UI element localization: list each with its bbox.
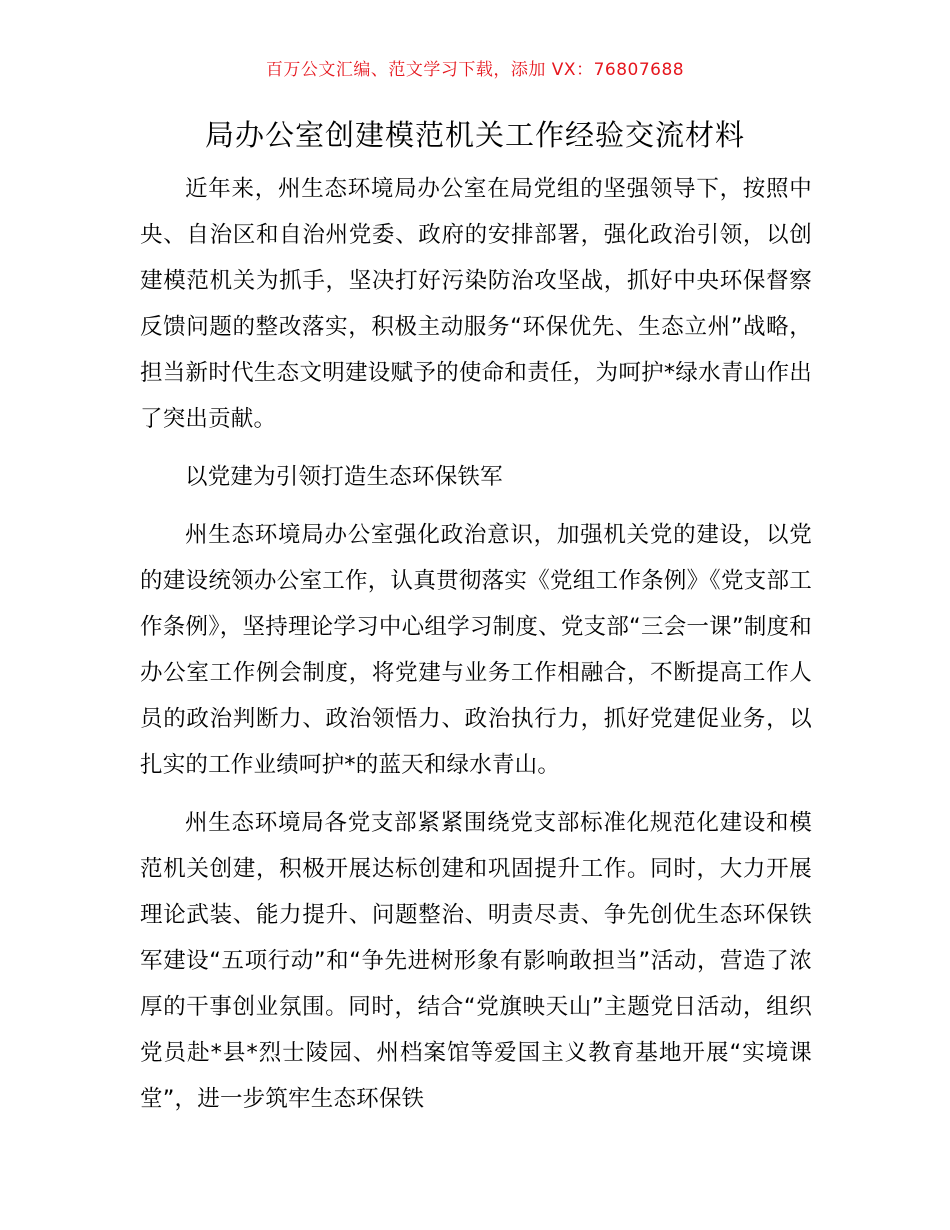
header-banner: 百万公文汇编、范文学习下载，添加 VX：76807688 [265, 60, 685, 80]
paragraph-intro: 近年来，州生态环境局办公室在局党组的坚强领导下，按照中央、自治区和自治州党委、政府的安排部署，强化政治引领，以创建模范机关为抓手，坚决打好污染防治攻坚战，抓好中央环保督察反馈问题的整改落实，积极主动服务“环保优先、生态立州”战略，担当新时代生态文明建设赋予的使命和责任，为呵护*绿水青山作出了突出贡献。 [140, 176, 812, 432]
paragraph-party-building: 州生态环境局办公室强化政治意识，加强机关党的建设，以党的建设统领办公室工作，认真贯彻落实《党组工作条例》《党支部工作条例》，坚持理论学习中心组学习制度、党支部“三会一课”制度和办公室工作例会制度，将党建与业务工作相融合，不断提高工作人员的政治判断力、政治领悟力、政治执行力，抓好党建促业务，以扎实的工作业绩呵护*的蓝天和绿水青山。 [140, 522, 812, 778]
document-title: 局办公室创建模范机关工作经验交流材料 [204, 118, 745, 152]
document-body [140, 166, 812, 1134]
section-heading: 以党建为引领打造生态环保铁军 [185, 464, 503, 490]
paragraph-branch-activities: 州生态环境局各党支部紧紧围绕党支部标准化规范化建设和模范机关创建，积极开展达标创建和巩固提升工作。同时，大力开展理论武装、能力提升、问题整治、明责尽责、争先创优生态环保铁军建设“五项行动”和“争先进树形象有影响敢担当”活动，营造了浓厚的干事创业氛围。同时，结合“党旗映天山”主题党日活动，组织党员赴*县*烈士陵园、州档案馆等爱国主义教育基地开展“实境课堂”，进一步筑牢生态环保铁 [140, 810, 812, 1112]
